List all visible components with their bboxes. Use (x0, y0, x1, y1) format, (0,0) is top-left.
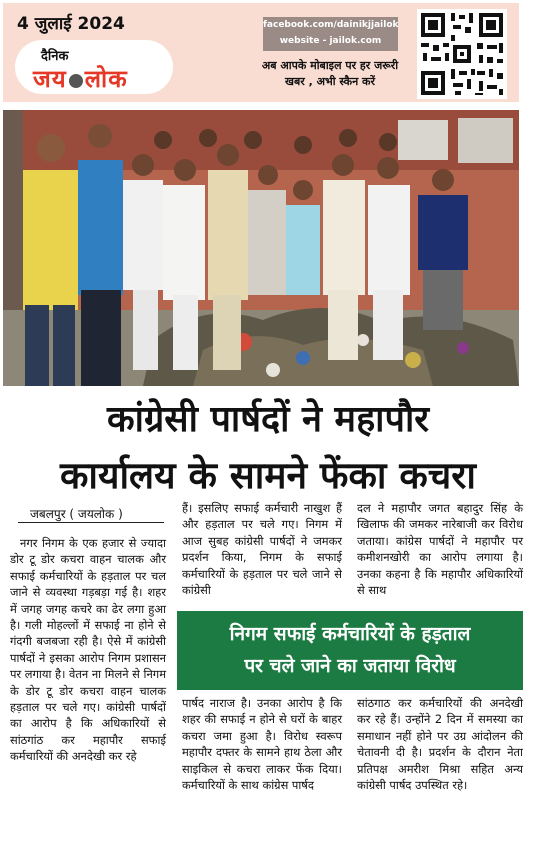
headline-line-1: कांग्रेसी पार्षदों ने महापौर (107, 398, 429, 440)
scan-promo-line1: अब आपके मोबाइल पर हर जरूरी (261, 59, 399, 72)
qr-code-icon[interactable] (417, 9, 507, 99)
newspaper-logo (15, 40, 173, 94)
logo-word-lok: लोक (84, 64, 128, 93)
dateline: जबलपुर ( जयलोक ) (30, 507, 123, 521)
subheadline-line-1: निगम सफाई कर्मचारियों के हड़ताल (229, 623, 471, 645)
subheadline-box (177, 611, 523, 690)
article-column-1: नगर निगम के एक हजार से ज्यादा डोर टू डोर कचरा वाहन चालक और सफाई कर्मचारियों के हड़ताल पर चल जाने से व्यवस्था गड़बड़ा गई है। शहर में जगह जगह कचरे का ढेर लगा हुआ है। गली मोहल्लों में सफाई ना होने से गंदगी बजबजा रही है। ऐसे में कांग्रेसी पार्षदों ने इसका आरोप निगम प्रशासन पर लगाया है। वेतन ना मिलने से निगम के डोर टू डोर कचरा वाहन चालक हड़ताल पर चले गए। कांग्रेसी पार्षदों का आरोप है कि अधिकारियों से सांठगांठ कर महापौर सफाई कर्मचारियों की अनदेखी कर रहे (10, 536, 166, 764)
globe-icon (69, 74, 83, 88)
logo-word-jay: जय (33, 64, 67, 93)
website-link[interactable]: website - jailok.com (279, 36, 382, 46)
headline-line-2: कार्यालय के सामने फेंका कचरा (60, 453, 476, 497)
social-links-box (263, 17, 398, 51)
subheadline-line-2: पर चले जाने का जताया विरोध (244, 655, 456, 677)
issue-date: 4 जुलाई 2024 (17, 14, 125, 34)
news-photo (3, 110, 519, 386)
logo-dainik-text: दैनिक (41, 49, 69, 64)
article-column-3-top: दल ने महापौर जगत बहादुर सिंह के खिलाफ की जमकर नारेबाजी कर विरोध जताया। कांग्रेस पार्षदों ने महापौर पर कमीशनखोरी का आरोप लगाया है। उनका कहना है कि महापौर अधिकारियों से साथ (357, 501, 523, 598)
article-column-2-top: हैं। इसलिए सफाई कर्मचारी नाखुश हैं और हड़ताल पर चले गए। निगम में आज सुबह कांग्रेसी पार्षदों ने जमकर प्रदर्शन किया, निगम के सफाई कर्मचारियों के हड़ताल पर चले जाने से कांग्रेसी (182, 501, 342, 598)
article-column-2-bottom: पार्षद नाराज है। उनका आरोप है कि शहर की सफाई न होने से घरों के बाहर कचरा जमा हुआ है। विरोध स्वरूप महापौर दफ्तर के सामने हाथ ठेला और साइकिल से कचरा लाकर फेंक दिया। कर्मचारियों के साथ कांग्रेस पार्षद (182, 696, 342, 793)
article-column-3-bottom: सांठगाठ कर कर्मचारियों की अनदेखी कर रहे हैं। उन्होंने 2 दिन में समस्या का समाधान नहीं होने पर उग्र आंदोलन की चेतावनी दी है। प्रदर्शन के दौरान नेता प्रतिपक्ष अमरीश मिश्रा सहित अन्य कांग्रेसी पार्षद उपस्थित रहे। (357, 696, 523, 793)
scan-promo-text (250, 58, 410, 90)
scan-promo-line2: खबर , अभी स्कैन करें (284, 75, 376, 88)
facebook-link[interactable]: facebook.com/dainikjjailok (263, 20, 399, 30)
dateline-divider (18, 522, 164, 523)
logo-wordmark (33, 62, 128, 95)
masthead (3, 3, 519, 102)
